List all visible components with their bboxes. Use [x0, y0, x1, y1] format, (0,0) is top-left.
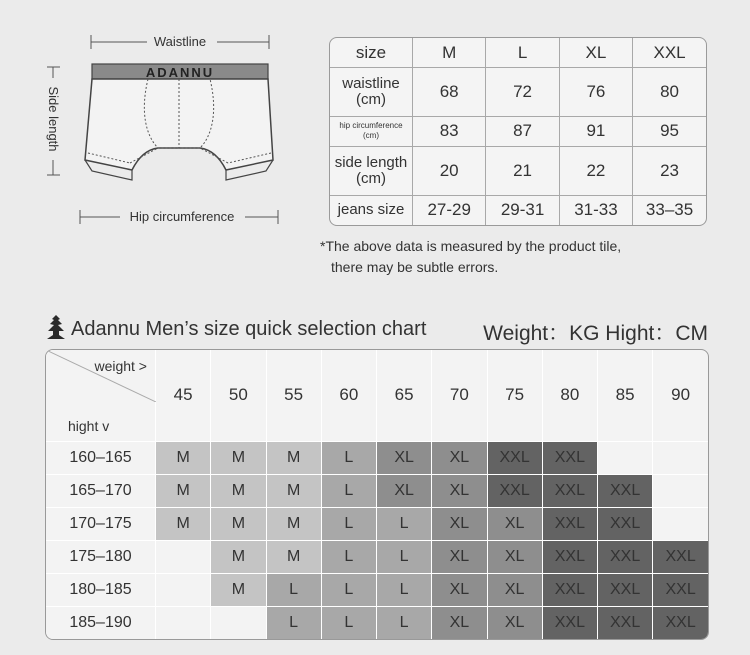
size-cell: XXL — [542, 508, 597, 541]
size-cell: L — [377, 574, 432, 607]
table-cell: 27-29 — [413, 195, 486, 225]
size-measurement-table — [329, 37, 707, 226]
chart-title: Adannu Men’s size quick selection chart — [71, 318, 427, 340]
size-cell: XL — [377, 441, 432, 474]
size-cell: XXL — [653, 574, 708, 607]
chart-units: Weight：KG Hight：CM — [483, 322, 708, 345]
table-cell: 23 — [633, 147, 706, 195]
size-cell: M — [266, 441, 321, 474]
size-cell: XXL — [653, 541, 708, 574]
note-line-1: *The above data is measured by the product tile, — [320, 238, 622, 254]
hight-range-cell: 170–175 — [46, 508, 156, 541]
chart-title-row — [45, 310, 710, 350]
table-cell: 22 — [559, 147, 632, 195]
table-header-cell: XL — [559, 38, 632, 68]
size-cell: M — [211, 441, 266, 474]
size-cell: L — [377, 607, 432, 639]
grid-row — [46, 574, 708, 607]
size-cell: L — [321, 541, 376, 574]
size-cell: L — [377, 508, 432, 541]
table-cell: 68 — [413, 68, 486, 116]
grid-row — [46, 508, 708, 541]
weight-header-cell: 65 — [377, 350, 432, 441]
weight-header-cell: 90 — [653, 350, 708, 441]
size-cell: XL — [487, 541, 542, 574]
grid-header-row — [46, 350, 708, 441]
size-cell: XXL — [598, 474, 653, 507]
hight-axis-label: hight v — [68, 417, 110, 434]
brand-logo-icon — [45, 314, 67, 340]
size-cell: L — [377, 541, 432, 574]
size-cell: XXL — [598, 607, 653, 639]
size-cell: L — [321, 474, 376, 507]
hight-range-cell: 175–180 — [46, 541, 156, 574]
row-label: side length (cm) — [330, 147, 413, 195]
size-cell: M — [156, 441, 211, 474]
size-cell: XXL — [598, 508, 653, 541]
table-header-cell: XXL — [633, 38, 706, 68]
table-row — [330, 195, 706, 225]
size-cell: M — [156, 474, 211, 507]
table-cell: 29-31 — [486, 195, 559, 225]
table-header-cell: L — [486, 38, 559, 68]
size-cell: L — [266, 574, 321, 607]
size-cell: L — [321, 508, 376, 541]
size-cell — [156, 541, 211, 574]
size-cell: M — [211, 574, 266, 607]
size-cell: XL — [432, 508, 487, 541]
size-cell — [211, 607, 266, 639]
row-label: waistline (cm) — [330, 68, 413, 116]
size-cell: XL — [432, 607, 487, 639]
table-row — [330, 116, 706, 147]
size-cell: M — [211, 474, 266, 507]
size-cell — [156, 607, 211, 639]
size-cell: XXL — [487, 474, 542, 507]
grid-row — [46, 441, 708, 474]
size-cell: M — [156, 508, 211, 541]
table-cell: 21 — [486, 147, 559, 195]
underwear-diagram — [40, 30, 300, 235]
table-cell: 91 — [559, 116, 632, 147]
hip-circumference-label: Hip circumference — [129, 209, 235, 224]
size-cell — [653, 474, 708, 507]
weight-header-cell: 60 — [321, 350, 376, 441]
size-cell: XL — [432, 541, 487, 574]
size-cell: XL — [432, 574, 487, 607]
size-cell — [653, 508, 708, 541]
table-cell: 20 — [413, 147, 486, 195]
size-cell: L — [321, 441, 376, 474]
table-cell: 76 — [559, 68, 632, 116]
hight-range-cell: 180–185 — [46, 574, 156, 607]
grid-row — [46, 474, 708, 507]
size-cell: M — [211, 508, 266, 541]
size-cell: XXL — [653, 607, 708, 639]
size-cell: M — [266, 508, 321, 541]
size-cell: L — [321, 574, 376, 607]
size-cell: XXL — [542, 541, 597, 574]
size-cell: XXL — [542, 441, 597, 474]
table-cell: 72 — [486, 68, 559, 116]
size-cell: XL — [432, 474, 487, 507]
size-cell: XXL — [598, 541, 653, 574]
size-cell — [156, 574, 211, 607]
table-cell: 95 — [633, 116, 706, 147]
size-cell: M — [211, 541, 266, 574]
brand-label: ADANNU — [145, 65, 215, 80]
hight-range-cell: 185–190 — [46, 607, 156, 639]
size-cell: XL — [487, 508, 542, 541]
grid-corner-cell — [46, 350, 156, 441]
table-header-row — [330, 38, 706, 68]
grid-row — [46, 607, 708, 639]
table-header-cell: size — [330, 38, 413, 68]
size-cell: XXL — [542, 474, 597, 507]
weight-header-cell: 55 — [266, 350, 321, 441]
table-cell: 83 — [413, 116, 486, 147]
measurement-note — [320, 236, 621, 278]
size-cell — [653, 441, 708, 474]
table-row — [330, 68, 706, 116]
table-cell: 80 — [633, 68, 706, 116]
size-cell: L — [321, 607, 376, 639]
weight-header-cell: 85 — [598, 350, 653, 441]
weight-header-cell: 45 — [156, 350, 211, 441]
weight-header-cell: 70 — [432, 350, 487, 441]
size-cell: XL — [432, 441, 487, 474]
table-header-cell: M — [413, 38, 486, 68]
table-cell: 87 — [486, 116, 559, 147]
hight-range-cell: 160–165 — [46, 441, 156, 474]
size-cell: XXL — [542, 607, 597, 639]
grid-row — [46, 541, 708, 574]
size-cell: XL — [487, 574, 542, 607]
size-cell: M — [266, 474, 321, 507]
size-selection-grid — [45, 349, 709, 640]
size-cell — [598, 441, 653, 474]
size-cell: L — [266, 607, 321, 639]
size-cell: XXL — [487, 441, 542, 474]
size-cell: M — [266, 541, 321, 574]
weight-header-cell: 50 — [211, 350, 266, 441]
weight-axis-label: weight > — [94, 358, 147, 374]
table-cell: 33–35 — [633, 195, 706, 225]
weight-header-cell: 80 — [542, 350, 597, 441]
row-label: jeans size — [330, 195, 413, 225]
table-cell: 31-33 — [559, 195, 632, 225]
boxer-briefs-illustration — [40, 30, 300, 235]
size-cell: XXL — [598, 574, 653, 607]
side-length-label: Side length — [46, 86, 61, 152]
size-cell: XL — [487, 607, 542, 639]
table-row — [330, 147, 706, 195]
hight-range-cell: 165–170 — [46, 474, 156, 507]
row-label: hip circumference (cm) — [330, 116, 413, 147]
note-line-2: there may be subtle errors. — [331, 259, 499, 275]
size-cell: XXL — [542, 574, 597, 607]
weight-header-cell: 75 — [487, 350, 542, 441]
waistline-label: Waistline — [153, 34, 207, 49]
size-cell: XL — [377, 474, 432, 507]
